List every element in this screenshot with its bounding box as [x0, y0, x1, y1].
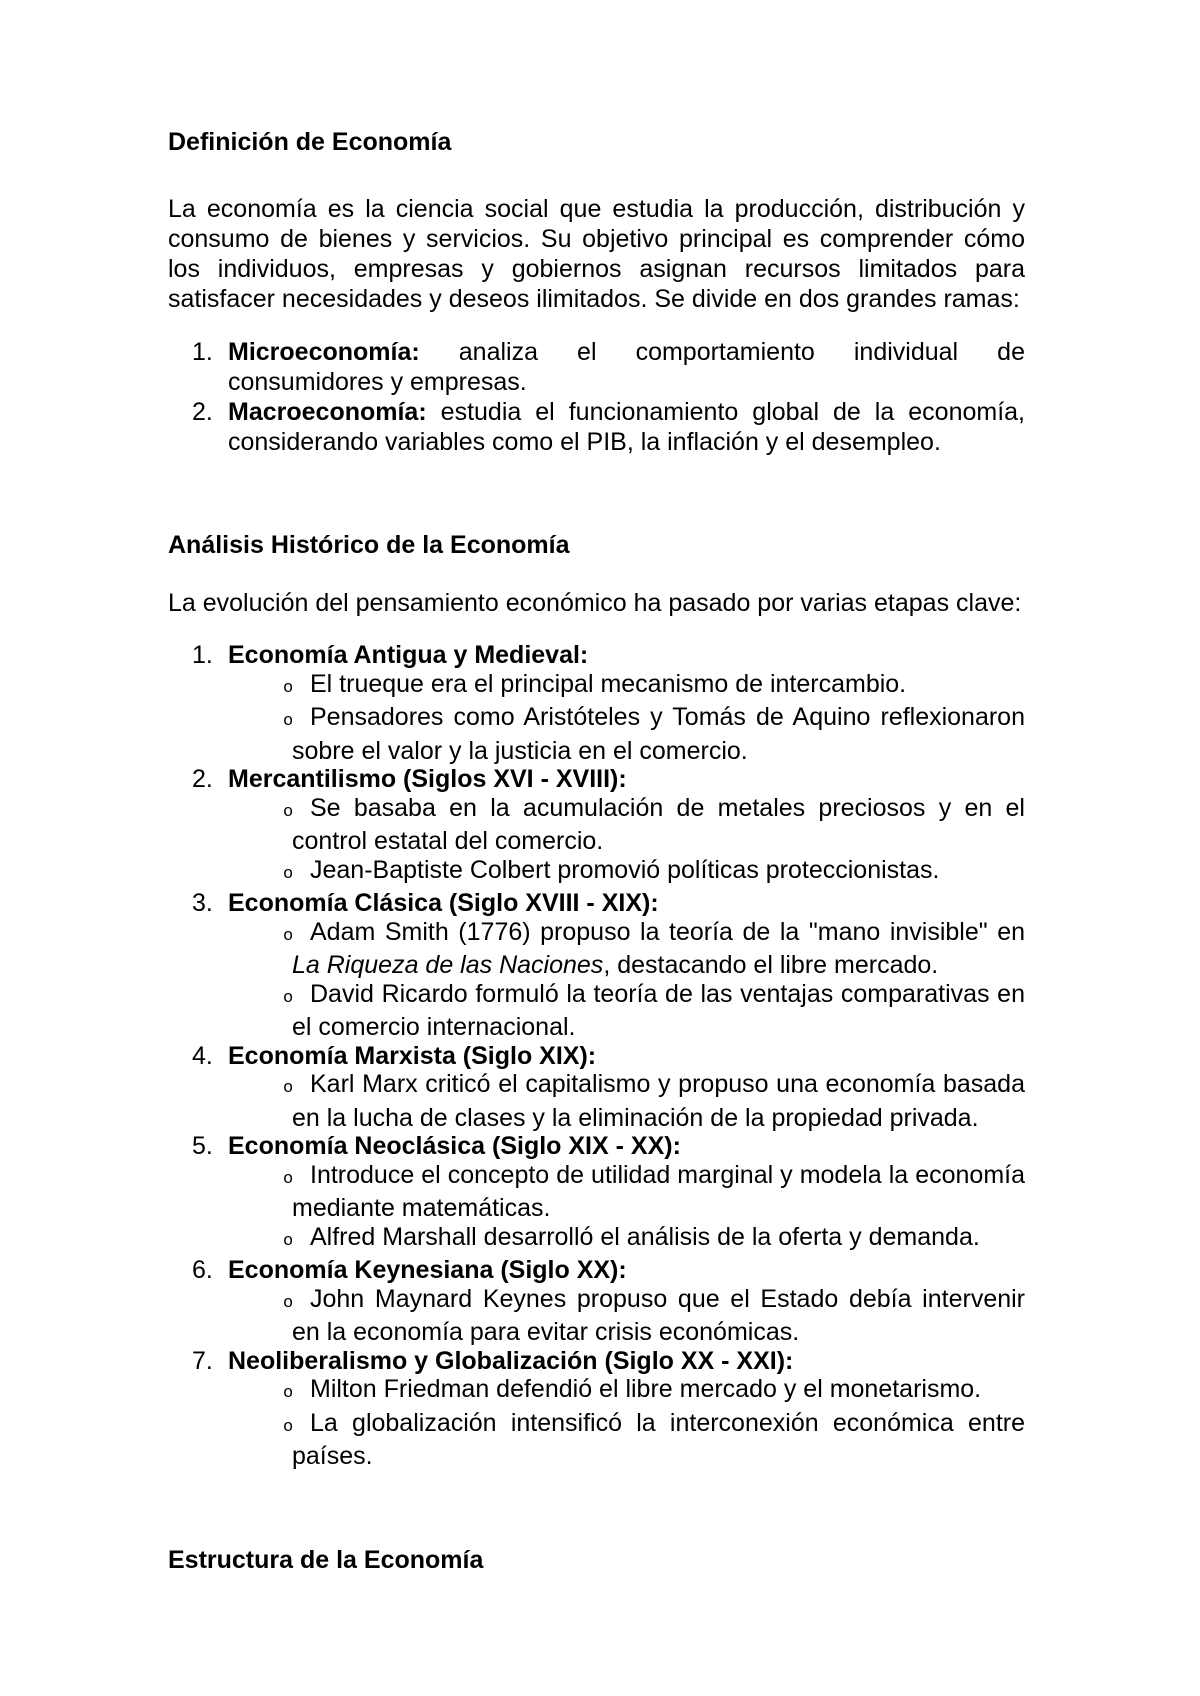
- bullet-marker: o: [283, 678, 294, 698]
- paragraph: La economía es la ciencia social que estudia la producción, distribución y consumo de bienes y servicios. Su objetivo principal es comprender cómo los individuos, empresas y gobiernos asignan recursos limitados para satisfacer necesidades y deseos ilimitados. Se divide en dos grandes ramas:: [168, 195, 1025, 313]
- paragraph: La evolución del pensamiento económico ha pasado por varias etapas clave:: [168, 589, 1022, 617]
- list-item-line: [192, 1346, 1025, 1376]
- sub-item: [283, 855, 1025, 890]
- list-item: [168, 641, 1025, 765]
- list-item-line: [192, 641, 1025, 670]
- numbered-list: [168, 337, 1025, 457]
- numbered-list: [168, 641, 1025, 1471]
- section-heading: Definición de Economía: [168, 128, 452, 156]
- list-item-line: [192, 337, 1025, 397]
- sub-item: [283, 669, 1025, 704]
- list-item-line: [192, 765, 1025, 794]
- bullet-marker: o: [283, 1417, 294, 1437]
- item-label: Mercantilismo (Siglos XVI - XVIII):: [228, 765, 627, 793]
- sub-item: [283, 917, 1025, 980]
- item-label: Microeconomía:: [228, 338, 420, 366]
- list-item-line: [192, 1256, 1025, 1285]
- list-item: [168, 889, 1025, 1042]
- sub-item-text: Jean-Baptiste Colbert promovió políticas proteccionistas.: [310, 855, 940, 884]
- sub-item-text: , destacando el libre mercado.: [603, 951, 939, 979]
- bullet-marker: o: [283, 1384, 294, 1403]
- section-heading: Estructura de la Economía: [168, 1545, 484, 1574]
- item-label: Macroeconomía:: [228, 398, 427, 426]
- item-text: estudia el funcionamiento global de la economía, considerando variables como el PIB, la inflación y el desempleo.: [228, 398, 1025, 456]
- sub-item: [283, 703, 1025, 765]
- item-label: Economía Antigua y Medieval:: [228, 641, 589, 669]
- item-number: 2.: [192, 398, 213, 426]
- sub-item: [283, 1375, 1025, 1409]
- sub-item-text: Alfred Marshall desarrolló el análisis de la oferta y demanda.: [310, 1222, 980, 1251]
- bullet-marker: o: [283, 926, 294, 946]
- sub-item-text: Se basaba en la acumulación de metales preciosos y en el control estatal del comercio.: [292, 793, 1025, 855]
- bullet-marker: o: [283, 1079, 294, 1098]
- sub-item: [283, 793, 1025, 856]
- sub-item: [283, 1284, 1025, 1347]
- bullet-marker: o: [283, 864, 294, 884]
- list-item-line: [192, 1041, 1025, 1071]
- sub-item: [283, 1408, 1025, 1471]
- list-item: [168, 337, 1025, 397]
- sub-item-text: Introduce el concepto de utilidad marginal y modela la economía mediante matemáticas.: [292, 1160, 1025, 1222]
- item-label: Neoliberalismo y Globalización (Siglo XX - XXI):: [228, 1346, 794, 1375]
- item-number: 5.: [192, 1132, 213, 1160]
- sub-item-text: John Maynard Keynes propuso que el Estado debía intervenir en la economía para evitar crisis económicas.: [292, 1284, 1025, 1346]
- list-item: [168, 1347, 1025, 1471]
- list-item-line: [192, 1132, 1025, 1161]
- list-item: [168, 397, 1025, 457]
- item-number: 6.: [192, 1256, 213, 1284]
- item-label: Economía Keynesiana (Siglo XX):: [228, 1256, 627, 1284]
- sub-item-text: La Riqueza de las Naciones: [292, 951, 604, 979]
- item-label: Economía Neoclásica (Siglo XIX - XX):: [228, 1132, 681, 1160]
- item-number: 4.: [192, 1041, 213, 1070]
- sub-item: [283, 1222, 1025, 1257]
- list-item: [168, 1042, 1025, 1133]
- list-item: [168, 1256, 1025, 1347]
- list-item-line: [192, 397, 1025, 457]
- list-item-line: [192, 889, 1025, 918]
- bullet-marker: o: [283, 1293, 294, 1313]
- item-number: 3.: [192, 889, 213, 917]
- sub-item-text: Milton Friedman defendió el libre mercado y el monetarismo.: [310, 1375, 982, 1403]
- bullet-marker: o: [283, 712, 294, 731]
- section-definicion: [168, 127, 1025, 457]
- list-item: [168, 1132, 1025, 1256]
- sub-item-text: Adam Smith (1776) propuso la teoría de la "mano invisible" en: [310, 917, 1025, 946]
- sub-item-text: Pensadores como Aristóteles y Tomás de Aquino reflexionaron sobre el valor y la justicia en el comercio.: [292, 703, 1025, 765]
- bullet-marker: o: [283, 1169, 294, 1189]
- bullet-marker: o: [283, 802, 294, 822]
- sub-item-text: El trueque era el principal mecanismo de intercambio.: [310, 669, 907, 698]
- item-number: 1.: [192, 338, 213, 366]
- list-item: [168, 765, 1025, 889]
- sub-item-text: David Ricardo formuló la teoría de las ventajas comparativas en el comercio internacional.: [292, 979, 1025, 1041]
- section-heading: Análisis Histórico de la Economía: [168, 531, 570, 559]
- item-number: 2.: [192, 765, 213, 793]
- bullet-marker: o: [283, 1231, 294, 1251]
- sub-item: [283, 979, 1025, 1042]
- sub-item: [283, 1070, 1025, 1132]
- item-number: 7.: [192, 1346, 213, 1375]
- sub-item: [283, 1160, 1025, 1223]
- item-text: analiza el comportamiento individual de consumidores y empresas.: [228, 338, 1025, 396]
- section-historia: [168, 530, 1025, 1471]
- item-number: 1.: [192, 641, 213, 669]
- bullet-marker: o: [283, 988, 294, 1008]
- item-label: Economía Marxista (Siglo XIX):: [228, 1041, 597, 1070]
- sub-item-text: La globalización intensificó la interconexión económica entre países.: [292, 1408, 1025, 1470]
- sub-item-text: Karl Marx criticó el capitalismo y propuso una economía basada en la lucha de clases y la eliminación de la propiedad privada.: [292, 1070, 1025, 1132]
- section-estructura: [168, 1545, 1025, 1575]
- item-label: Economía Clásica (Siglo XVIII - XIX):: [228, 889, 659, 917]
